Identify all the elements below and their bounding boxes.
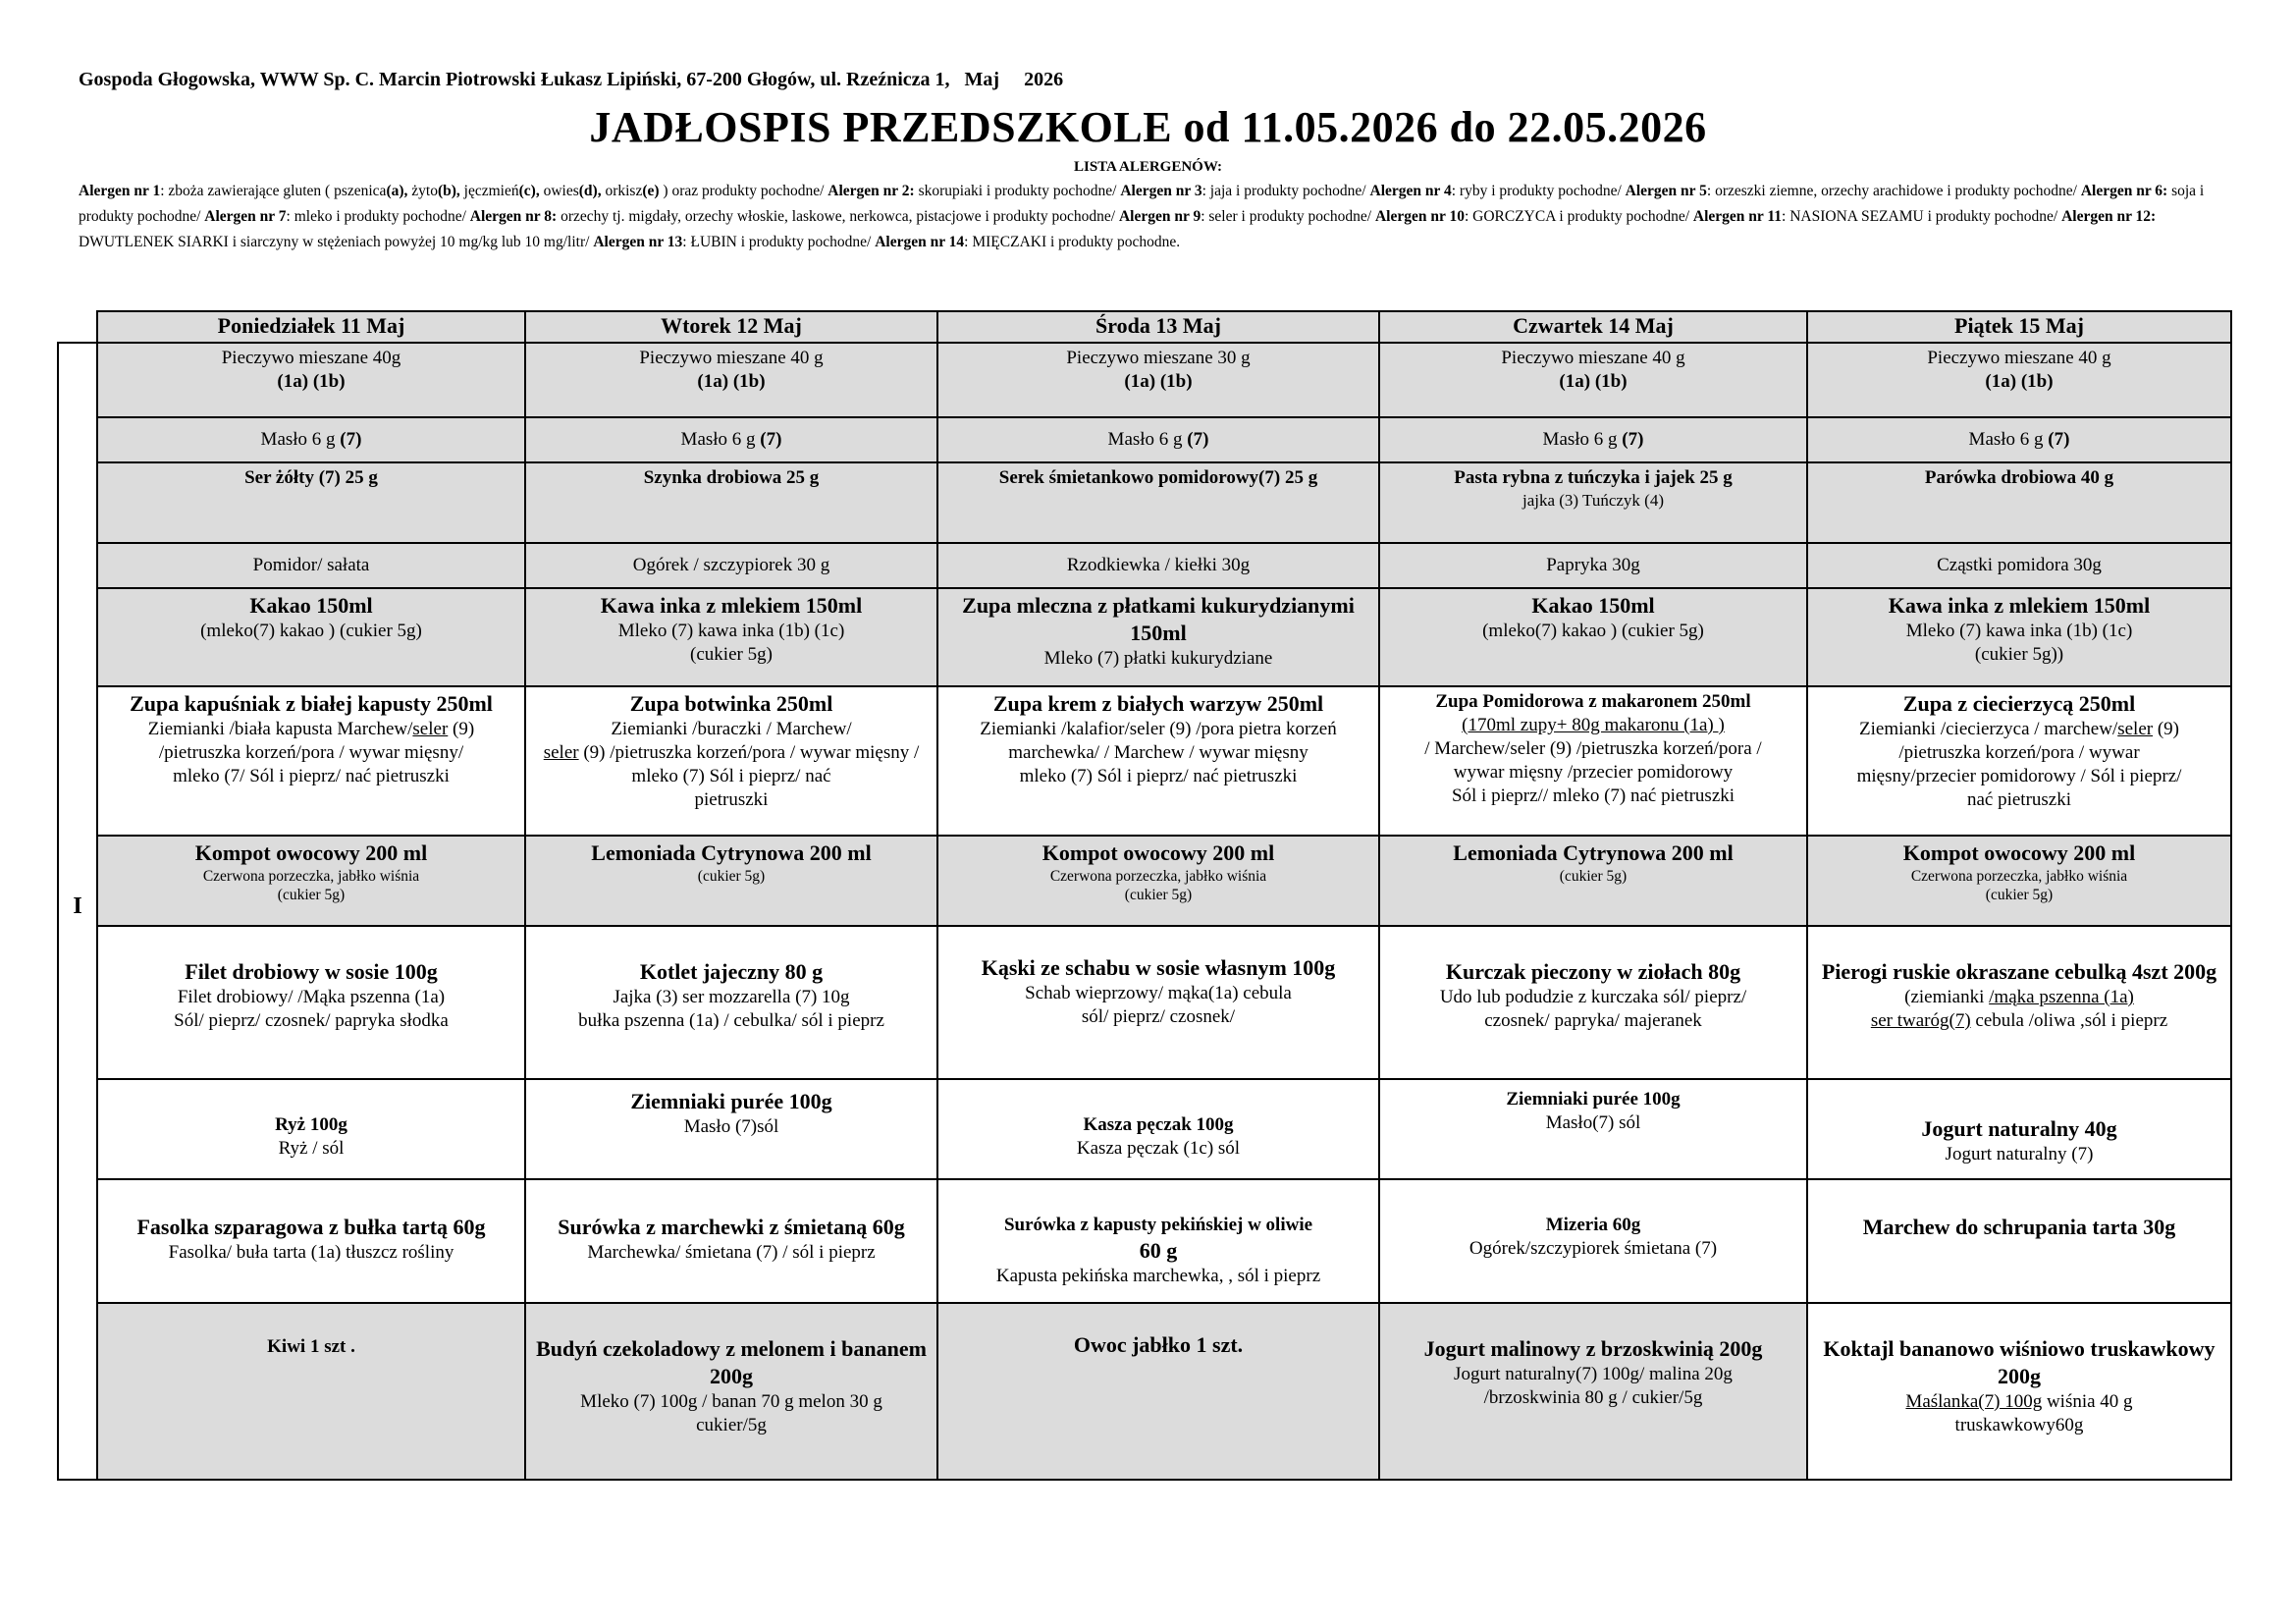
spread-row bbox=[97, 462, 2231, 543]
side-dish-row bbox=[97, 1079, 2231, 1179]
bread-cell: Pieczywo mieszane 40 g (1a) (1b) bbox=[525, 343, 937, 417]
drink-cell: Kawa inka z mlekiem 150ml Mleko (7) kawa inka (1b) (1c) (cukier 5g) bbox=[525, 588, 937, 686]
compote-cell: Kompot owocowy 200 ml Czerwona porzeczka, jabłko wiśnia (cukier 5g) bbox=[937, 836, 1379, 926]
day-header: Poniedziałek 11 Maj bbox=[97, 311, 525, 343]
salad-cell: Marchew do schrupania tarta 30g bbox=[1807, 1179, 2231, 1303]
dessert-cell: Kiwi 1 szt . bbox=[97, 1303, 525, 1480]
drink-cell: Kawa inka z mlekiem 150ml Mleko (7) kawa inka (1b) (1c) (cukier 5g)) bbox=[1807, 588, 2231, 686]
vegetable-cell: Papryka 30g bbox=[1379, 543, 1807, 588]
vegetable-cell: Cząstki pomidora 30g bbox=[1807, 543, 2231, 588]
soup-cell: Zupa z ciecierzycą 250ml Ziemianki /ciecierzyca / marchew/seler (9) /pietruszka korzeń/pora / wywar mięsny/przecier pomidorowy / Sól i pieprz/ nać pietruszki bbox=[1807, 686, 2231, 836]
side-dish-cell: Ziemniaki purée 100g Masło (7)sól bbox=[525, 1079, 937, 1179]
menu-table bbox=[96, 310, 2232, 1481]
compote-cell: Lemoniada Cytrynowa 200 ml (cukier 5g) bbox=[1379, 836, 1807, 926]
dessert-cell: Owoc jabłko 1 szt. bbox=[937, 1303, 1379, 1480]
butter-cell: Masło 6 g (7) bbox=[525, 417, 937, 462]
salad-row bbox=[97, 1179, 2231, 1303]
vegetable-row bbox=[97, 543, 2231, 588]
vegetable-cell: Rzodkiewka / kiełki 30g bbox=[937, 543, 1379, 588]
side-dish-cell: Ryż 100g Ryż / sól bbox=[97, 1079, 525, 1179]
compote-cell: Lemoniada Cytrynowa 200 ml (cukier 5g) bbox=[525, 836, 937, 926]
main-course-cell: Kotlet jajeczny 80 g Jajka (3) ser mozzarella (7) 10g bułka pszenna (1a) / cebulka/ sól i pieprz bbox=[525, 926, 937, 1079]
day-header: Wtorek 12 Maj bbox=[525, 311, 937, 343]
main-course-cell: Kąski ze schabu w sosie własnym 100g Schab wieprzowy/ mąka(1a) cebula sól/ pieprz/ czosnek/ bbox=[937, 926, 1379, 1079]
bread-row bbox=[97, 343, 2231, 417]
day-header: Piątek 15 Maj bbox=[1807, 311, 2231, 343]
bread-cell: Pieczywo mieszane 40 g (1a) (1b) bbox=[1379, 343, 1807, 417]
dessert-cell: Budyń czekoladowy z melonem i bananem 200g Mleko (7) 100g / banan 70 g melon 30 g cukier/5g bbox=[525, 1303, 937, 1480]
side-dish-cell: Jogurt naturalny 40g Jogurt naturalny (7) bbox=[1807, 1079, 2231, 1179]
drink-cell: Zupa mleczna z płatkami kukurydzianymi 150ml Mleko (7) płatki kukurydziane bbox=[937, 588, 1379, 686]
drink-cell: Kakao 150ml (mleko(7) kakao ) (cukier 5g) bbox=[97, 588, 525, 686]
salad-cell: Fasolka szparagowa z bułka tartą 60g Fasolka/ buła tarta (1a) tłuszcz rośliny bbox=[97, 1179, 525, 1303]
compote-cell: Kompot owocowy 200 ml Czerwona porzeczka, jabłko wiśnia (cukier 5g) bbox=[97, 836, 525, 926]
side-dish-cell: Ziemniaki purée 100g Masło(7) sól bbox=[1379, 1079, 1807, 1179]
day-header-row bbox=[97, 311, 2231, 343]
main-course-cell: Kurczak pieczony w ziołach 80g Udo lub podudzie z kurczaka sól/ pieprz/ czosnek/ papryka/ majeranek bbox=[1379, 926, 1807, 1079]
vegetable-cell: Ogórek / szczypiorek 30 g bbox=[525, 543, 937, 588]
bread-cell: Pieczywo mieszane 40 g (1a) (1b) bbox=[1807, 343, 2231, 417]
soup-row bbox=[97, 686, 2231, 836]
compote-cell: Kompot owocowy 200 ml Czerwona porzeczka, jabłko wiśnia (cukier 5g) bbox=[1807, 836, 2231, 926]
butter-row bbox=[97, 417, 2231, 462]
butter-cell: Masło 6 g (7) bbox=[937, 417, 1379, 462]
page-title: JADŁOSPIS PRZEDSZKOLE od 11.05.2026 do 22.05.2026 bbox=[589, 103, 1707, 151]
spread-cell: Serek śmietankowo pomidorowy(7) 25 g bbox=[937, 462, 1379, 543]
allergen-list: Alergen nr 1: zboża zawierające gluten ( pszenica(a), żyto(b), jęczmień(c), owies(d), orkisz(e) ) oraz produkty pochodne/ Alergen nr 2: skorupiaki i produkty pochodne/ Alergen nr 3: jaja i produkty pochodne/ Alergen nr 4: ryby i produkty pochodne/ Alergen nr 5: orzeszki ziemne, orzechy arachidowe i produkty pochodne/ Alergen nr 6: soja i produkty pochodne/ Alergen nr 7: mleko i produkty pochodne/ Alergen nr 8: orzechy tj. migdały, orzechy włoskie, laskowe, nerkowca, pistacjowe i produkty pochodne/ Alergen nr 9: seler i produkty pochodne/ Alergen nr 10: GORCZYCA i produkty pochodne/ Alergen nr 11: NASIONA SEZAMU i produkty pochodne/ Alergen nr 12: DWUTLENEK SIARKI i siarczyny w stężeniach powyżej 10 mg/kg lub 10 mg/litr/ Alergen nr 13: ŁUBIN i produkty pochodne/ Alergen nr 14: MIĘCZAKI i produkty pochodne. bbox=[79, 183, 2205, 250]
company-header: Gospoda Głogowska, WWW Sp. C. Marcin Piotrowski Łukasz Lipiński, 67-200 Głogów, ul. Rzeźnicza 1, Maj 2026 bbox=[79, 69, 1064, 90]
main-course-row bbox=[97, 926, 2231, 1079]
main-course-cell: Pierogi ruskie okraszane cebulką 4szt 200g (ziemianki /mąka pszenna (1a) ser twaróg(7) cebula /oliwa ,sól i pieprz bbox=[1807, 926, 2231, 1079]
salad-cell: Surówka z kapusty pekińskiej w oliwie 60 g Kapusta pekińska marchewka, , sól i pieprz bbox=[937, 1179, 1379, 1303]
butter-cell: Masło 6 g (7) bbox=[1379, 417, 1807, 462]
dessert-cell: Jogurt malinowy z brzoskwinią 200g Jogurt naturalny(7) 100g/ malina 20g /brzoskwinia 80 g / cukier/5g bbox=[1379, 1303, 1807, 1480]
compote-row bbox=[97, 836, 2231, 926]
week-label: I bbox=[73, 893, 82, 919]
spread-cell: Ser żółty (7) 25 g bbox=[97, 462, 525, 543]
bread-cell: Pieczywo mieszane 30 g (1a) (1b) bbox=[937, 343, 1379, 417]
butter-cell: Masło 6 g (7) bbox=[1807, 417, 2231, 462]
spread-cell: Pasta rybna z tuńczyka i jajek 25 g jajka (3) Tuńczyk (4) bbox=[1379, 462, 1807, 543]
soup-cell: Zupa Pomidorowa z makaronem 250ml (170ml zupy+ 80g makaronu (1a) ) / Marchew/seler (9) /pietruszka korzeń/pora / wywar mięsny /przecier pomidorowy Sól i pieprz// mleko (7) nać pietruszki bbox=[1379, 686, 1807, 836]
soup-cell: Zupa botwinka 250ml Ziemianki /buraczki / Marchew/ seler (9) /pietruszka korzeń/pora / wywar mięsny / mleko (7) Sól i pieprz/ nać pietruszki bbox=[525, 686, 937, 836]
allergen-list-heading: LISTA ALERGENÓW: bbox=[1073, 159, 1223, 175]
drink-cell: Kakao 150ml (mleko(7) kakao ) (cukier 5g) bbox=[1379, 588, 1807, 686]
dessert-row bbox=[97, 1303, 2231, 1480]
side-dish-cell: Kasza pęczak 100g Kasza pęczak (1c) sól bbox=[937, 1079, 1379, 1179]
spread-cell: Szynka drobiowa 25 g bbox=[525, 462, 937, 543]
soup-cell: Zupa krem z białych warzyw 250ml Ziemianki /kalafior/seler (9) /pora pietra korzeń marchewka/ / Marchew / wywar mięsny mleko (7) Sól i pieprz/ nać pietruszki bbox=[937, 686, 1379, 836]
salad-cell: Surówka z marchewki z śmietaną 60g Marchewka/ śmietana (7) / sól i pieprz bbox=[525, 1179, 937, 1303]
day-header: Czwartek 14 Maj bbox=[1379, 311, 1807, 343]
butter-cell: Masło 6 g (7) bbox=[97, 417, 525, 462]
dessert-cell: Koktajl bananowo wiśniowo truskawkowy 200g Maślanka(7) 100g wiśnia 40 g truskawkowy60g bbox=[1807, 1303, 2231, 1480]
vegetable-cell: Pomidor/ sałata bbox=[97, 543, 525, 588]
soup-cell: Zupa kapuśniak z białej kapusty 250ml Ziemianki /biała kapusta Marchew/seler (9) /pietruszka korzeń/pora / wywar mięsny/ mleko (7/ Sól i pieprz/ nać pietruszki bbox=[97, 686, 525, 836]
salad-cell: Mizeria 60g Ogórek/szczypiorek śmietana (7) bbox=[1379, 1179, 1807, 1303]
drink-row bbox=[97, 588, 2231, 686]
week-column bbox=[57, 342, 96, 1481]
day-header: Środa 13 Maj bbox=[937, 311, 1379, 343]
bread-cell: Pieczywo mieszane 40g (1a) (1b) bbox=[97, 343, 525, 417]
main-course-cell: Filet drobiowy w sosie 100g Filet drobiowy/ /Mąka pszenna (1a) Sól/ pieprz/ czosnek/ papryka słodka bbox=[97, 926, 525, 1079]
spread-cell: Parówka drobiowa 40 g bbox=[1807, 462, 2231, 543]
